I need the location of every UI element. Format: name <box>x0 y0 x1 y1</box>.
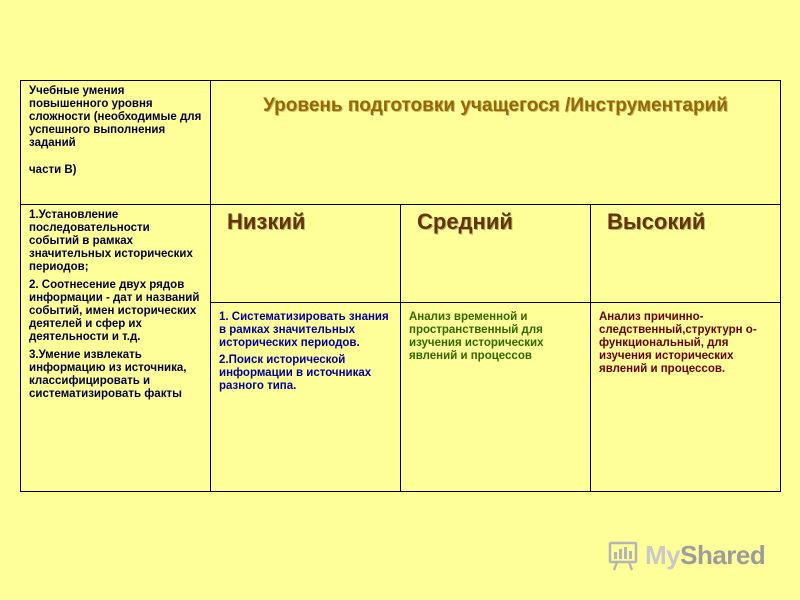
skill-item: 1.Установление последовательности событий в рамках значительных исторических периодов; <box>29 209 193 273</box>
main-heading: Уровень подготовки учащегося /Инструментарий <box>263 95 728 116</box>
low-item: 2.Поиск исторической информации в источниках разного типа. <box>219 354 372 392</box>
level-high-header: Высокий <box>591 205 781 303</box>
main-heading-cell <box>211 81 781 205</box>
skills-cell <box>21 205 211 492</box>
corner-text: Учебные умения повышенного уровня сложности (необходимые для успешного выполнения заданий <box>29 85 202 149</box>
corner-cell <box>21 81 211 205</box>
presentation-board-icon <box>607 538 641 572</box>
table-row <box>21 205 781 303</box>
mid-level-text: Анализ временной и пространственный для изучения исторических явлений и процессов <box>409 311 544 362</box>
myshared-logo <box>607 537 765 573</box>
level-low-header: Низкий <box>211 205 401 303</box>
mid-level-cell <box>401 303 591 492</box>
high-level-text: Анализ причинно-следственный,структурн о-функциональный, для изучения исторических явлений и процессов. <box>599 311 757 375</box>
low-item: 1. Систематизировать знания в рамках значительных исторических периодов. <box>219 311 389 349</box>
competency-table <box>20 80 781 492</box>
low-level-cell <box>211 303 401 492</box>
logo-text-shared: Shared <box>680 539 766 570</box>
table-row <box>21 81 781 205</box>
skill-item: 2. Соотнесение двух рядов информации - дат и названий событий, имен исторических деятелей и сфер их деятельности и т.д. <box>29 279 200 343</box>
level-mid-header: Средний <box>401 205 591 303</box>
skill-item: 3.Умение извлекать информацию из источника, классифицировать и систематизировать факты <box>29 349 187 400</box>
corner-text-2: части В) <box>29 164 77 176</box>
logo-text-my: My <box>645 539 681 570</box>
high-level-cell <box>591 303 781 492</box>
